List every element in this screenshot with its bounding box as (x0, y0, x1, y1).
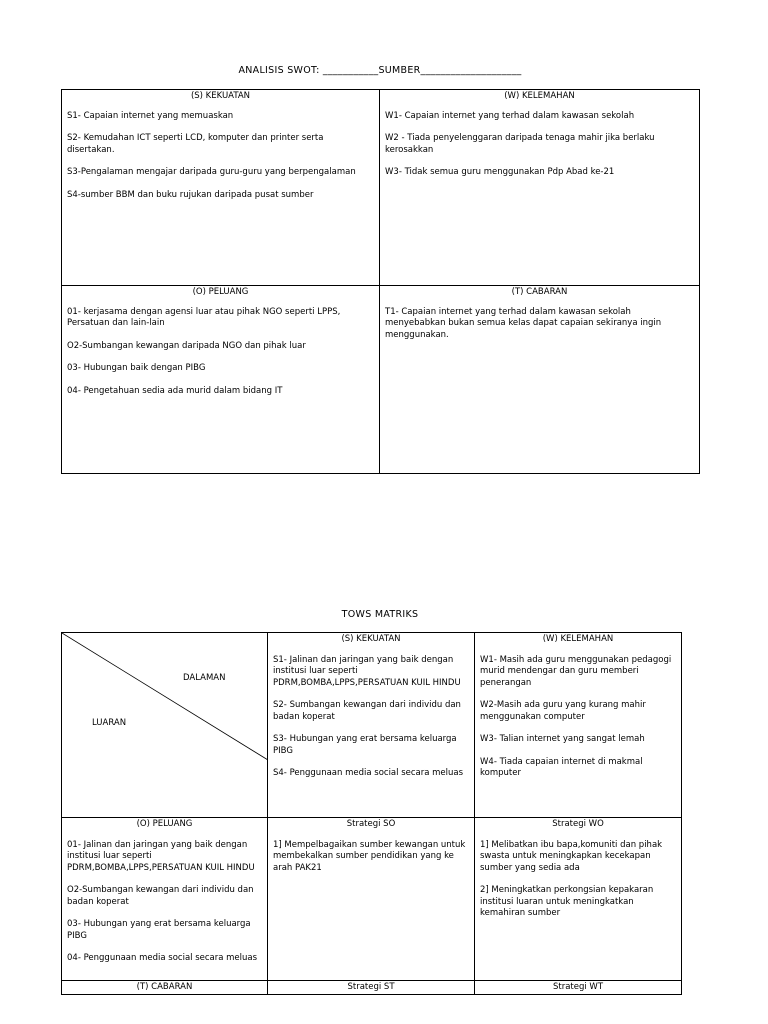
swot-strength-item: S4-sumber BBM dan buku rujukan daripada pusat sumber (67, 189, 314, 200)
strategy-so-cell (268, 818, 475, 981)
swot-opportunity-item: O2-Sumbangan kewangan daripada NGO dan pihak luar (67, 340, 306, 351)
strategy-wo-item: 2] Meningkatkan perkongsian kepakaran institusi luaran untuk meningkatkan kemahiran sumber (480, 885, 654, 919)
tows-weakness-item: W4- Tiada capaian internet di makmal komputer (480, 756, 643, 779)
swot-strength-item: S3-Pengalaman mengajar daripada guru-guru yang berpengalaman (67, 167, 356, 178)
strategy-wo-item: 1] Melibatkan ibu bapa,komuniti dan pihak swasta untuk meningkapkan kecekapan sumber yang sedia ada (480, 840, 663, 873)
swot-weakness-item: W3- Tidak semua guru menggunakan Pdp Abad ke-21 (385, 167, 615, 178)
strategy-wo-header: Strategi WO (552, 819, 604, 829)
strategy-so-item: 1] Mempelbagaikan sumber kewangan untuk membekalkan sumber pendidikan yang ke arah PAK21 (273, 840, 466, 873)
swot-weaknesses-cell (380, 90, 700, 286)
tows-strengths-cell (268, 633, 475, 818)
swot-threats-header: (T) CABARAN (511, 287, 568, 297)
tows-opportunity-item: O2-Sumbangan kewangan dari individu dan badan koperat (67, 885, 254, 907)
strategy-so-header: Strategi SO (346, 819, 396, 829)
swot-opportunity-item: 04- Pengetahuan sedia ada murid dalam bidang IT (67, 385, 283, 396)
swot-weakness-item: W1- Capaian internet yang terhad dalam kawasan sekolah (385, 111, 635, 121)
swot-weaknesses-header: (W) KELEMAHAN (504, 91, 575, 101)
swot-strength-item: S2- Kemudahan ICT seperti LCD, komputer dan printer serta disertakan. (67, 133, 324, 155)
tows-opportunity-item: 01- Jalinan dan jaringan yang baik dengan institusi luar seperti PDRM,BOMBA,LPPS,PERSATUAN KUIL HINDU (67, 840, 255, 873)
swot-opportunities-header: (O) PELUANG (192, 287, 249, 297)
strategy-st-cell (268, 980, 475, 994)
dalaman-label: DALAMAN (183, 673, 226, 683)
tows-weaknesses-header: (W) KELEMAHAN (542, 634, 614, 644)
swot-threats-cell (380, 286, 700, 474)
tows-opportunities-header: (O) PELUANG (136, 819, 193, 829)
tows-opportunity-item: 03- Hubungan yang erat bersama keluarga PIBG (67, 919, 251, 941)
luaran-label: LUARAN (92, 718, 127, 728)
strategy-wt-cell (475, 980, 682, 994)
swot-title: ANALISIS SWOT: ___________SUMBER____________________ (238, 65, 522, 76)
swot-opportunity-item: 03- Hubungan baik dengan PIBG (67, 363, 206, 374)
swot-table (61, 89, 700, 474)
strategy-wt-header: Strategi WT (552, 981, 604, 992)
tows-strengths-header: (S) KEKUATAN (341, 634, 401, 644)
tows-opportunity-item: 04- Penggunaan media social secara meluas (67, 953, 258, 964)
strategy-wo-cell (475, 818, 682, 981)
tows-strength-item: S4- Penggunaan media social secara meluas (273, 768, 464, 779)
tows-table (61, 632, 682, 995)
tows-strength-item: S2- Sumbangan kewangan dari individu dan badan koperat (273, 700, 461, 722)
tows-title: TOWS MATRIKS (341, 609, 419, 620)
swot-strengths-cell (62, 90, 380, 286)
tows-threats-cell (62, 980, 268, 994)
tows-weakness-item: W1- Masih ada guru menggunakan pedagogi murid mendengar dan guru memberi penerangan (480, 655, 672, 688)
swot-strengths-header: (S) KEKUATAN (190, 91, 251, 101)
tows-weakness-item: W2-Masih ada guru yang kurang mahir menggunakan computer (480, 700, 646, 722)
swot-strength-item: S1- Capaian internet yang memuaskan (67, 111, 234, 121)
swot-threat-item: T1- Capaian internet yang terhad dalam kawasan sekolah menyebabkan bukan semua kelas dapat capaian sekiranya ingin menggunakan. (385, 307, 662, 340)
tows-opportunities-cell (62, 818, 268, 981)
tows-corner-cell (62, 633, 268, 818)
strategy-st-header: Strategi ST (347, 981, 395, 992)
tows-strength-item: S3- Hubungan yang erat bersama keluarga PIBG (273, 734, 457, 756)
tows-strength-item: S1- Jalinan dan jaringan yang baik dengan institusi luar seperti PDRM,BOMBA,LPPS,PERSATUAN KUIL HINDU (273, 655, 461, 688)
tows-weaknesses-cell (475, 633, 682, 818)
tows-weakness-item: W3- Talian internet yang sangat lemah (480, 734, 645, 745)
swot-opportunities-cell (62, 286, 380, 474)
tows-threats-header: (T) CABARAN (136, 981, 193, 992)
swot-opportunity-item: 01- kerjasama dengan agensi luar atau pihak NGO seperti LPPS, Persatuan dan lain-lain (67, 307, 341, 329)
swot-weakness-item: W2 - Tiada penyelenggaran daripada tenaga mahir jika berlaku kerosakkan (385, 133, 655, 155)
